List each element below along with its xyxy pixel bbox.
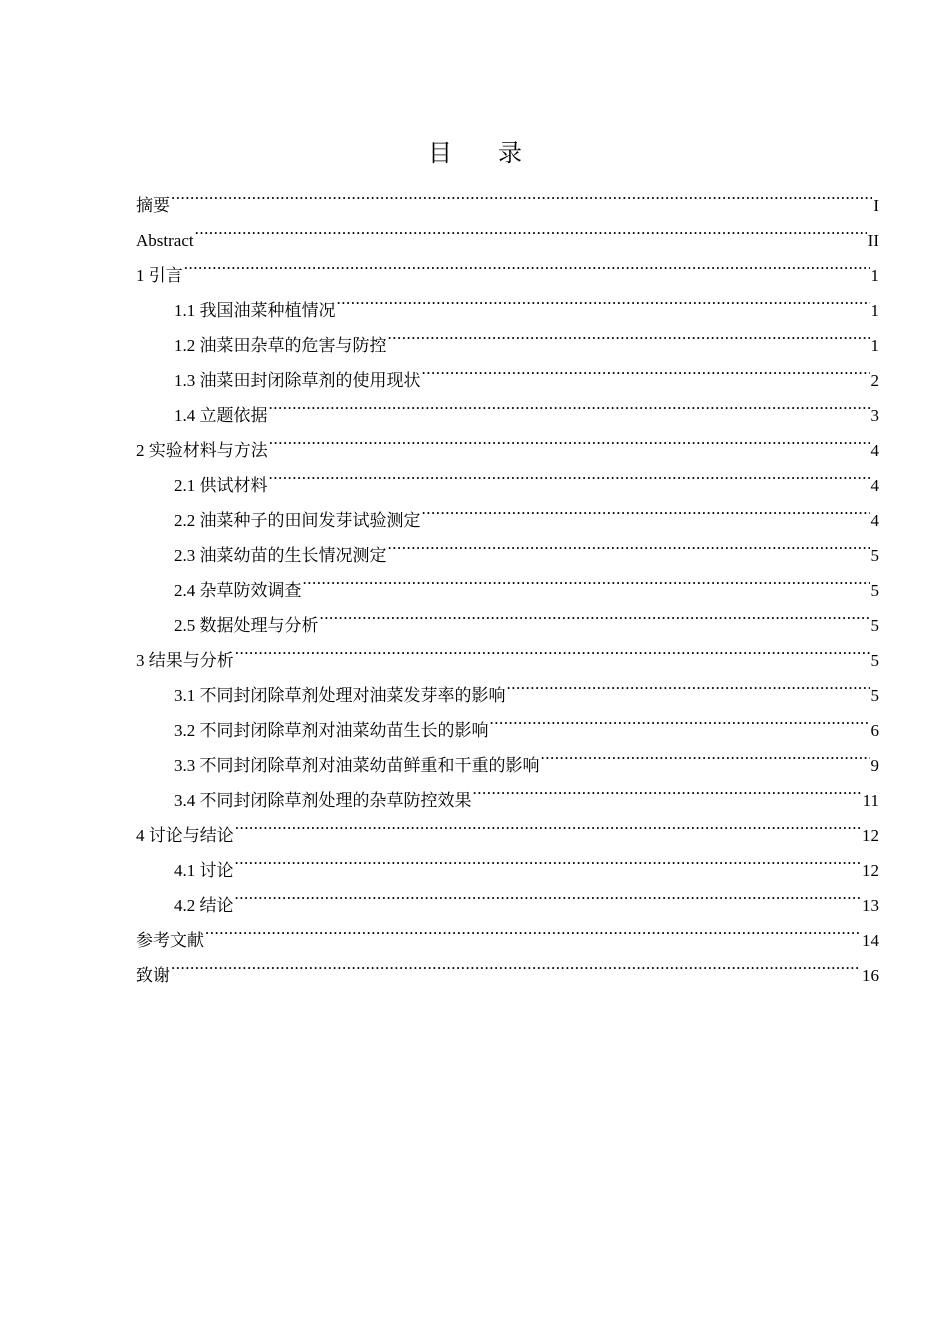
dot-leader — [541, 736, 870, 771]
toc-entry-page-number: 1 — [870, 336, 879, 355]
toc-entry-label: 2.2 油菜种子的田间发芽试验测定 — [174, 511, 421, 530]
toc-entry-label: 致谢 — [136, 966, 170, 985]
toc-entry-label: 1 引言 — [136, 266, 183, 285]
toc-entry[interactable] — [136, 246, 879, 285]
dot-leader — [473, 771, 862, 806]
toc-entry-label: 3.4 不同封闭除草剂处理的杂草防控效果 — [174, 791, 472, 810]
toc-entry-page-number: 13 — [862, 896, 879, 915]
dot-leader — [184, 246, 870, 281]
dot-leader — [235, 841, 862, 876]
toc-entry-page-number: 5 — [870, 651, 879, 670]
dot-leader — [388, 316, 870, 351]
toc-entry-page-number: 12 — [862, 861, 879, 880]
dot-leader — [337, 281, 870, 316]
toc-entry-label: 3.3 不同封闭除草剂对油菜幼苗鲜重和干重的影响 — [174, 756, 540, 775]
toc-entry-page-number: II — [867, 231, 879, 250]
toc-entry-label: 1.2 油菜田杂草的危害与防控 — [174, 336, 387, 355]
toc-entry-label: 1.3 油菜田封闭除草剂的使用现状 — [174, 371, 421, 390]
toc-entry-label: 2.1 供试材料 — [174, 476, 268, 495]
toc-entry-page-number: 2 — [870, 371, 879, 390]
dot-leader — [303, 561, 870, 596]
toc-entry-label: 3.1 不同封闭除草剂处理对油菜发芽率的影响 — [174, 686, 506, 705]
toc-entry-label: 1.1 我国油菜种植情况 — [174, 301, 336, 320]
dot-leader — [171, 946, 861, 981]
dot-leader — [490, 701, 870, 736]
toc-entry-label: 3.2 不同封闭除草剂对油菜幼苗生长的影响 — [174, 721, 489, 740]
toc-entry-label: 摘要 — [136, 196, 170, 215]
toc-entry-page-number: 3 — [870, 406, 879, 425]
toc-entry-page-number: 5 — [870, 686, 879, 705]
toc-entry[interactable] — [136, 631, 879, 670]
toc-entry-label: 1.4 立题依据 — [174, 406, 268, 425]
dot-leader — [320, 596, 870, 631]
toc-entry-label: 2.4 杂草防效调查 — [174, 581, 302, 600]
dot-leader — [195, 211, 867, 246]
table-of-contents — [136, 176, 879, 985]
toc-entry-page-number: 5 — [870, 616, 879, 635]
toc-entry-label: 2 实验材料与方法 — [136, 441, 268, 460]
dot-leader — [205, 911, 861, 946]
toc-entry-page-number: I — [873, 196, 879, 215]
toc-entry[interactable] — [136, 841, 879, 880]
toc-entry-page-number: 5 — [870, 581, 879, 600]
toc-entry-page-number: 16 — [862, 966, 879, 985]
dot-leader — [422, 491, 870, 526]
toc-entry-page-number: 1 — [870, 266, 879, 285]
dot-leader — [235, 806, 861, 841]
dot-leader — [269, 386, 870, 421]
toc-entry[interactable] — [136, 806, 879, 845]
toc-entry-label: 4.2 结论 — [174, 896, 234, 915]
toc-entry-page-number: 5 — [870, 546, 879, 565]
toc-entry[interactable] — [136, 281, 879, 320]
dot-leader — [388, 526, 870, 561]
toc-entry-label: 2.3 油菜幼苗的生长情况测定 — [174, 546, 387, 565]
toc-entry-label: 2.5 数据处理与分析 — [174, 616, 319, 635]
toc-entry-label: 3 结果与分析 — [136, 651, 234, 670]
toc-entry-page-number: 4 — [870, 441, 879, 460]
dot-leader — [171, 176, 872, 211]
toc-entry-label: 4 讨论与结论 — [136, 826, 234, 845]
dot-leader — [422, 351, 870, 386]
toc-entry[interactable] — [136, 211, 879, 250]
dot-leader — [235, 631, 870, 666]
toc-entry-page-number: 1 — [870, 301, 879, 320]
toc-entry-page-number: 4 — [870, 511, 879, 530]
toc-entry[interactable] — [136, 911, 879, 950]
toc-entry[interactable] — [136, 876, 879, 915]
toc-entry-page-number: 12 — [862, 826, 879, 845]
dot-leader — [269, 421, 870, 456]
toc-entry[interactable] — [136, 176, 879, 215]
toc-entry-label: Abstract — [136, 231, 194, 250]
dot-leader — [269, 456, 870, 491]
dot-leader — [235, 876, 862, 911]
toc-entry[interactable] — [136, 666, 879, 705]
toc-entry-page-number: 6 — [870, 721, 879, 740]
toc-entry-page-number: 11 — [862, 791, 879, 810]
toc-entry-label: 4.1 讨论 — [174, 861, 234, 880]
toc-entry[interactable] — [136, 946, 879, 985]
toc-entry-page-number: 4 — [870, 476, 879, 495]
toc-entry-label: 参考文献 — [136, 931, 204, 950]
toc-entry-page-number: 14 — [862, 931, 879, 950]
toc-title: 目录 — [428, 139, 568, 167]
toc-entry-page-number: 9 — [870, 756, 879, 775]
dot-leader — [507, 666, 870, 701]
